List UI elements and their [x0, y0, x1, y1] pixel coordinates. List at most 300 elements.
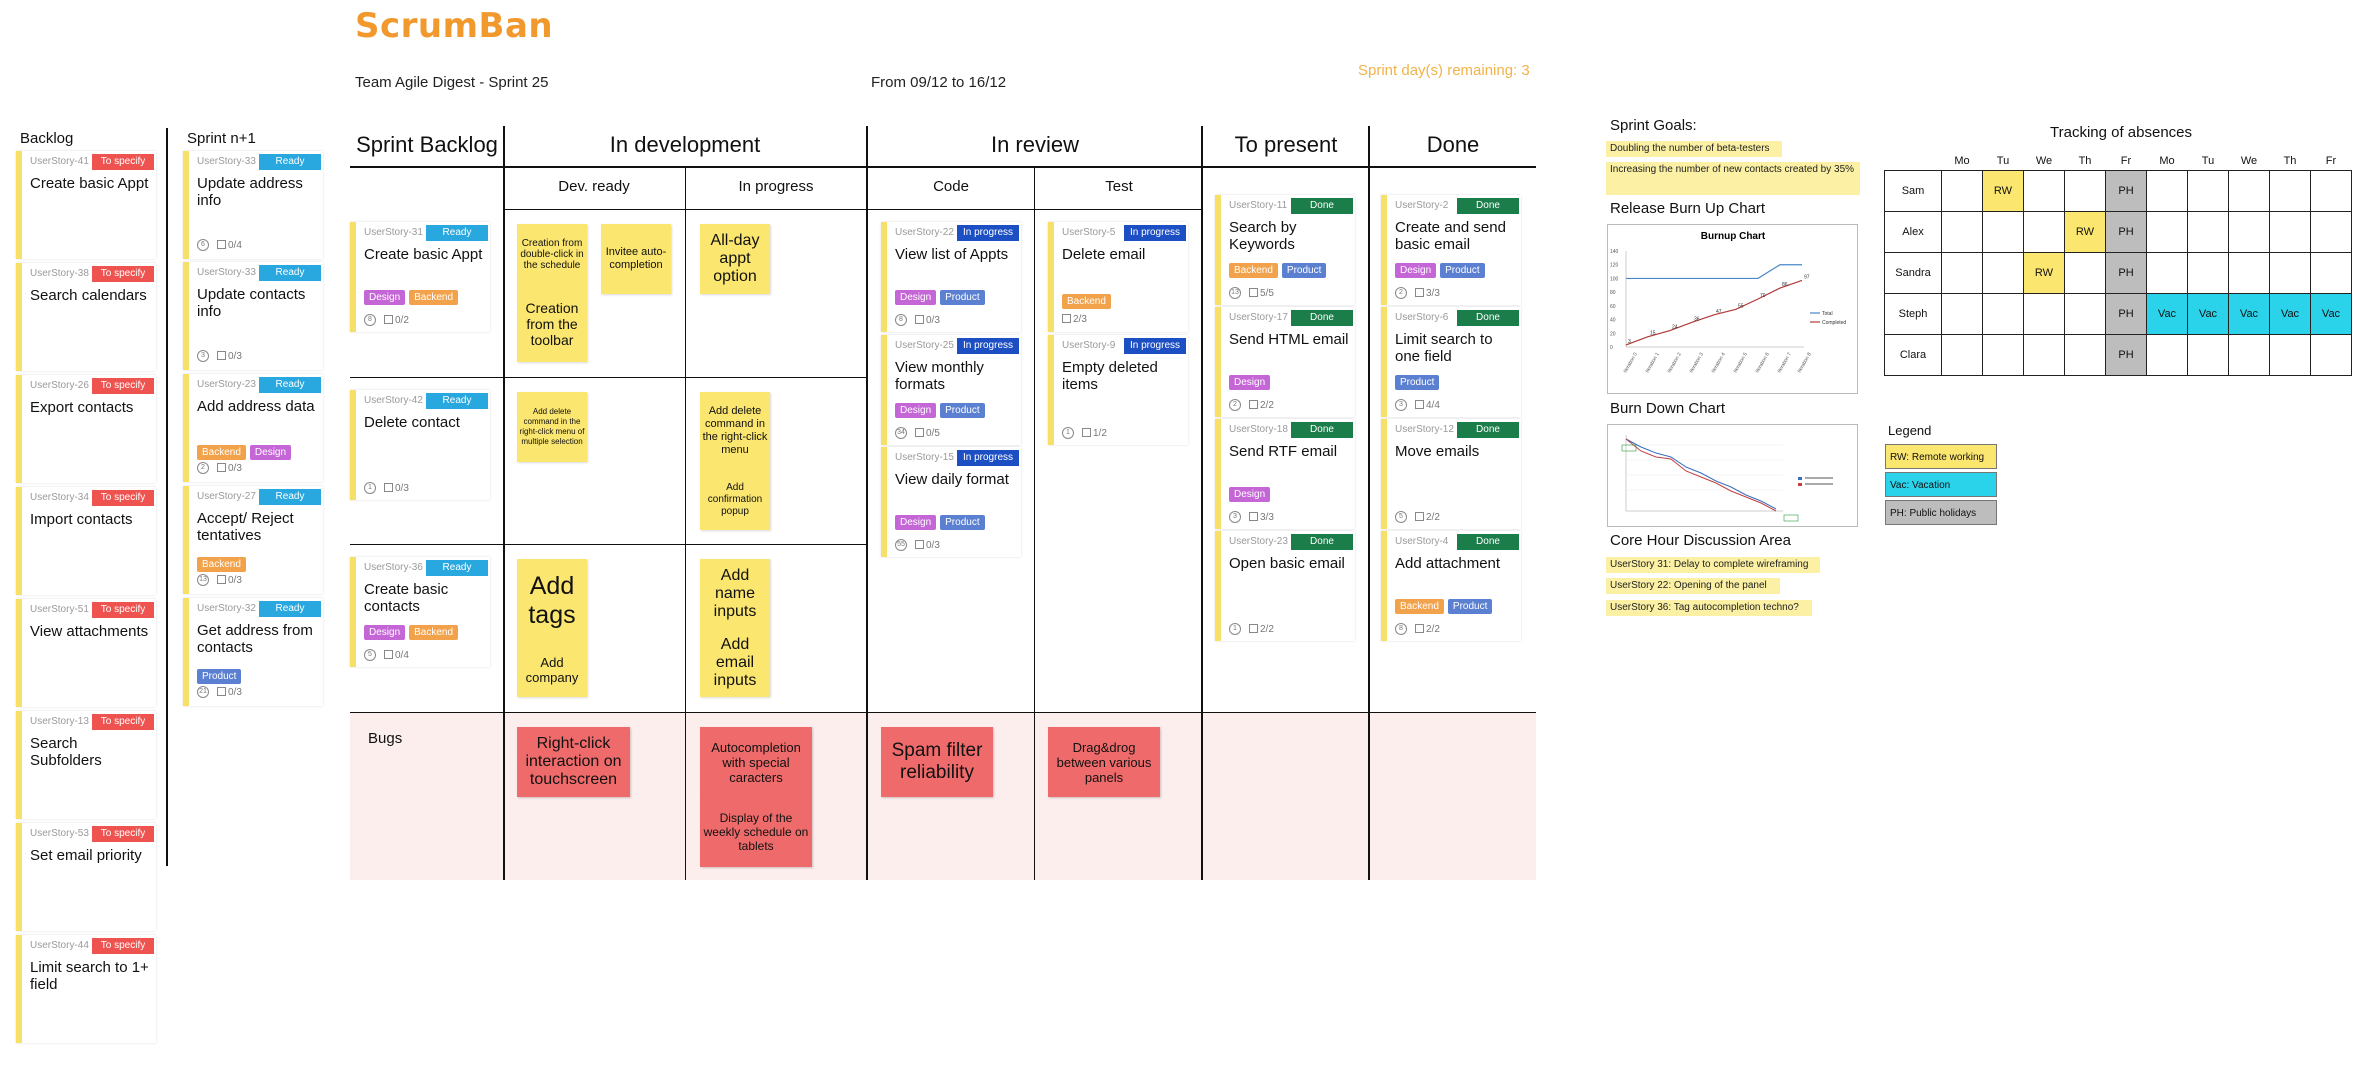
checkbox-icon [217, 351, 226, 360]
story-card[interactable] [16, 935, 156, 1043]
card-meta [364, 314, 409, 326]
story-id: UserStory-11 [1229, 200, 1288, 211]
story-card[interactable] [16, 711, 156, 819]
absence-cell[interactable] [1983, 211, 2024, 252]
sticky-text: Creation from double-click in the schedule [520, 238, 584, 272]
checklist-count [915, 315, 940, 326]
checklist-text: 2/3 [1073, 314, 1087, 325]
burndown-chart [1607, 424, 1858, 527]
absence-cell[interactable] [2229, 334, 2270, 375]
tag-list [1062, 294, 1111, 309]
checklist-text: 0/3 [228, 350, 242, 362]
sprint-days-remaining: Sprint day(s) remaining: 3 [1358, 62, 1530, 79]
tag-design: Design [364, 625, 405, 640]
person-name: Clara [1885, 334, 1942, 375]
card-meta [1229, 399, 1274, 411]
discussion-note[interactable]: UserStory 22: Opening of the panel [1606, 578, 1780, 594]
story-title: Send HTML email [1229, 331, 1349, 348]
absence-cell[interactable]: Vac [2188, 293, 2229, 334]
story-card[interactable] [183, 598, 323, 706]
story-id: UserStory-33 [197, 156, 256, 167]
status-badge: To specify [92, 378, 154, 394]
absence-cell[interactable] [2147, 211, 2188, 252]
tag-product: Product [1440, 263, 1484, 278]
absence-cell[interactable]: PH [2106, 293, 2147, 334]
absence-cell[interactable]: Vac [2229, 293, 2270, 334]
story-title: Delete contact [364, 414, 460, 431]
checklist-text: 0/3 [228, 686, 242, 698]
data-label: 15 [1650, 330, 1656, 337]
tag-design: Design [895, 403, 936, 418]
checkbox-icon [1249, 512, 1258, 521]
story-id: UserStory-33 [197, 267, 256, 278]
absence-cell[interactable] [2229, 170, 2270, 211]
story-id: UserStory-44 [30, 940, 89, 951]
tag-product: Product [940, 403, 984, 418]
status-badge: Ready [259, 601, 321, 617]
tag-design: Design [895, 515, 936, 530]
status-badge: To specify [92, 154, 154, 170]
tag-list [895, 515, 985, 530]
y-tick-label: 0 [1610, 345, 1613, 351]
status-badge: Done [1291, 198, 1353, 214]
absence-cell[interactable] [2188, 170, 2229, 211]
absence-cell[interactable] [2024, 293, 2065, 334]
day-header: Mo [1954, 154, 1970, 167]
checkbox-icon [915, 428, 924, 437]
core-hour-label: Core Hour Discussion Area [1610, 532, 1791, 549]
col-to-present: To present [1234, 132, 1338, 157]
status-badge: In progress [957, 225, 1019, 241]
checklist-text: 5/5 [1260, 287, 1274, 299]
story-title: Get address from contacts [197, 622, 313, 656]
card-meta [1395, 623, 1440, 635]
story-title: Create basic Appt [364, 246, 483, 263]
story-id: UserStory-53 [30, 828, 89, 839]
subcol-dev-ready: Dev. ready [558, 178, 630, 195]
story-title: Update contacts info [197, 286, 306, 320]
absences-corner [1885, 152, 1942, 170]
story-card[interactable] [16, 599, 156, 707]
absence-cell[interactable] [1983, 293, 2024, 334]
tag-backend: Backend [409, 290, 458, 305]
story-card[interactable] [183, 374, 323, 482]
status-badge: Done [1457, 198, 1519, 214]
story-card[interactable] [1215, 531, 1355, 641]
goal-note[interactable]: Doubling the number of beta-testers [1606, 141, 1782, 157]
goal-note[interactable]: Increasing the number of new contacts created by 35% [1606, 162, 1860, 195]
checklist-count [915, 540, 940, 551]
checkbox-icon [217, 575, 226, 584]
absence-cell[interactable] [1942, 252, 1983, 293]
tag-design: Design [1395, 263, 1436, 278]
absence-cell[interactable] [1983, 334, 2024, 375]
card-meta [895, 427, 940, 439]
absence-cell[interactable]: Vac [2311, 293, 2352, 334]
story-card[interactable] [183, 486, 323, 594]
story-card[interactable] [881, 447, 1021, 557]
checkbox-icon [1062, 314, 1071, 323]
discussion-note[interactable]: UserStory 31: Delay to complete wireframing [1606, 557, 1820, 573]
data-label: 47 [1716, 308, 1722, 315]
story-id: UserStory-5 [1062, 227, 1116, 238]
discussion-note[interactable]: UserStory 36: Tag autocompletion techno? [1606, 600, 1812, 616]
card-meta [197, 686, 242, 698]
checklist-count [1249, 624, 1274, 635]
absence-cell[interactable] [1942, 211, 1983, 252]
bug-text: Spam filter reliability [891, 740, 983, 783]
person-name: Sandra [1885, 252, 1942, 293]
story-title: Update address info [197, 175, 303, 209]
estimate-badge: 1 [364, 482, 376, 494]
status-badge: Done [1457, 310, 1519, 326]
story-card[interactable] [183, 151, 323, 259]
sticky-note[interactable] [601, 224, 671, 294]
absence-cell[interactable]: Vac [2270, 293, 2311, 334]
absence-cell[interactable]: RW [2024, 252, 2065, 293]
absence-cell[interactable] [2147, 252, 2188, 293]
sticky-note[interactable] [700, 559, 770, 697]
checklist-text: 4/4 [1426, 399, 1440, 411]
sprint-next-title: Sprint n+1 [187, 130, 256, 147]
status-badge: Ready [259, 265, 321, 281]
estimate-badge: 3 [1229, 511, 1241, 523]
burnup-label: Release Burn Up Chart [1610, 200, 1766, 217]
bug-text: Autocompletion with special caracters [711, 739, 801, 785]
checklist-text: 0/3 [228, 574, 242, 586]
absence-cell[interactable] [2065, 334, 2106, 375]
tag-product: Product [940, 515, 984, 530]
sprint-name: Team Agile Digest - Sprint 25 [355, 74, 549, 91]
checkbox-icon [1249, 400, 1258, 409]
status-badge: Done [1291, 534, 1353, 550]
data-label: 24 [1672, 324, 1678, 331]
absence-cell[interactable] [2188, 334, 2229, 375]
checkbox-icon [217, 240, 226, 249]
checklist-text: 0/3 [228, 462, 242, 474]
absence-cell[interactable] [1942, 334, 1983, 375]
absence-cell[interactable] [2188, 252, 2229, 293]
absence-cell[interactable] [2024, 211, 2065, 252]
tag-list [1395, 263, 1485, 278]
story-card[interactable] [183, 262, 323, 370]
absence-cell[interactable] [2229, 252, 2270, 293]
story-title: Open basic email [1229, 555, 1345, 572]
estimate-badge: 1 [1062, 427, 1074, 439]
day-header: Mo [2159, 154, 2175, 167]
bug-card[interactable] [881, 727, 993, 797]
sticky-text: Add delete command in the right-click menu [702, 404, 768, 456]
story-card[interactable] [1381, 419, 1521, 529]
absence-cell[interactable]: PH [2106, 334, 2147, 375]
story-title: Delete email [1062, 246, 1146, 263]
status-badge: Ready [426, 393, 488, 409]
svg-text:Iteration 1: Iteration 1 [1644, 351, 1661, 374]
absences-header-row [1885, 152, 2352, 170]
status-badge: To specify [92, 602, 154, 618]
tag-list [895, 403, 985, 418]
tag-product: Product [940, 290, 984, 305]
story-title: Limit search to one field [1395, 331, 1493, 365]
status-badge: Ready [259, 154, 321, 170]
absence-cell[interactable]: PH [2106, 252, 2147, 293]
story-card[interactable] [1381, 531, 1521, 641]
estimate-badge: 2 [1229, 399, 1241, 411]
estimate-badge: 34 [895, 427, 907, 439]
estimate-badge: 5 [364, 649, 376, 661]
checklist-count [1415, 400, 1440, 411]
checklist-count [217, 351, 242, 362]
story-id: UserStory-41 [30, 156, 89, 167]
checkbox-icon [217, 463, 226, 472]
status-badge: Ready [259, 377, 321, 393]
story-title: Accept/ Reject tentatives [197, 510, 294, 544]
absence-cell[interactable] [2270, 211, 2311, 252]
burndown-label: Burn Down Chart [1610, 400, 1726, 417]
svg-text:Iteration 8: Iteration 8 [1796, 351, 1813, 374]
tag-design: Design [250, 445, 291, 460]
card-meta [364, 482, 409, 494]
story-title: Search by Keywords [1229, 219, 1297, 253]
legend-remote: RW: Remote working [1885, 444, 1997, 469]
card-meta [197, 239, 242, 251]
absence-cell[interactable] [2229, 211, 2270, 252]
story-id: UserStory-12 [1395, 424, 1454, 435]
app-title: ScrumBan [355, 6, 554, 46]
story-card[interactable] [350, 390, 490, 500]
story-card[interactable] [1381, 307, 1521, 417]
story-card[interactable] [1381, 195, 1521, 305]
data-label: 36 [1694, 316, 1700, 323]
story-card[interactable] [350, 557, 490, 667]
status-badge: Done [1457, 422, 1519, 438]
col-sprint-backlog: Sprint Backlog [356, 132, 498, 157]
card-meta [1229, 511, 1274, 523]
story-title: Limit search to 1+ field [30, 959, 149, 993]
absence-cell[interactable] [2024, 170, 2065, 211]
absence-cell[interactable]: RW [2065, 211, 2106, 252]
story-card[interactable] [1215, 419, 1355, 529]
absence-cell[interactable] [2311, 170, 2352, 211]
sprint-dates: From 09/12 to 16/12 [871, 74, 1007, 91]
checklist-count [217, 240, 242, 251]
checkbox-icon [384, 483, 393, 492]
absence-cell[interactable] [2147, 170, 2188, 211]
checkbox-icon [384, 650, 393, 659]
y-tick-label: 80 [1610, 290, 1616, 297]
day-header: We [2240, 154, 2258, 167]
estimate-badge: 6 [197, 239, 209, 251]
absence-cell[interactable] [2147, 334, 2188, 375]
checklist-count [1249, 512, 1274, 523]
absence-cell[interactable] [1942, 293, 1983, 334]
svg-text:Iteration 2: Iteration 2 [1666, 351, 1683, 374]
burnup-legend-total: Total [1822, 311, 1833, 317]
story-title: Empty deleted items [1062, 359, 1158, 393]
story-card[interactable] [1048, 335, 1188, 445]
checkbox-icon [217, 687, 226, 696]
burnup-legend-completed: Completed [1822, 320, 1847, 326]
bug-text: Right-click interaction on touchscreen [525, 735, 622, 788]
story-id: UserStory-4 [1395, 536, 1449, 547]
absences-table [1884, 152, 2352, 376]
y-tick-label: 40 [1610, 317, 1616, 324]
checklist-text: 2/2 [1426, 623, 1440, 635]
story-id: UserStory-13 [30, 716, 89, 727]
absence-row [1885, 170, 2352, 211]
estimate-badge: 2 [197, 462, 209, 474]
checkbox-icon [915, 315, 924, 324]
absence-cell[interactable] [2270, 252, 2311, 293]
sticky-note[interactable] [517, 224, 587, 362]
checklist-count [384, 483, 409, 494]
story-card[interactable] [881, 222, 1021, 332]
sprint-goals-title: Sprint Goals: [1610, 117, 1697, 134]
status-badge: In progress [1124, 338, 1186, 354]
burnup-chart-title: Burnup Chart [1700, 231, 1766, 242]
checkbox-icon [1415, 512, 1424, 521]
checkbox-icon [1415, 400, 1424, 409]
card-meta [1395, 287, 1440, 299]
status-badge: In progress [957, 450, 1019, 466]
absence-cell[interactable] [2311, 334, 2352, 375]
day-header: Th [2078, 154, 2092, 167]
absence-cell[interactable]: PH [2106, 170, 2147, 211]
bug-text: Display of the weekly schedule on tablets [703, 811, 809, 853]
checkbox-icon [1415, 624, 1424, 633]
story-title: View monthly formats [895, 359, 984, 393]
story-id: UserStory-15 [895, 452, 954, 463]
sticky-text: Creation from the toolbar [525, 299, 579, 348]
burnup-chart [1607, 224, 1858, 394]
story-title: Move emails [1395, 443, 1480, 460]
checklist-count [1082, 428, 1107, 439]
tag-design: Design [1229, 487, 1270, 502]
absence-cell[interactable] [2024, 334, 2065, 375]
subcol-test: Test [1105, 178, 1133, 195]
story-title: Add attachment [1395, 555, 1501, 572]
story-card[interactable] [881, 335, 1021, 445]
absence-row [1885, 293, 2352, 334]
checklist-text: 2/2 [1260, 623, 1274, 635]
checklist-count [915, 428, 940, 439]
absence-row [1885, 334, 2352, 375]
absence-cell[interactable] [2270, 334, 2311, 375]
card-meta [197, 462, 242, 474]
absence-cell[interactable] [1983, 252, 2024, 293]
status-badge: Ready [426, 225, 488, 241]
absence-cell[interactable] [2065, 293, 2106, 334]
card-meta [1229, 287, 1274, 299]
story-card[interactable] [1215, 195, 1355, 305]
day-header: Tu [1996, 154, 2010, 167]
story-id: UserStory-18 [1229, 424, 1288, 435]
estimate-badge: 3 [1395, 399, 1407, 411]
absence-cell[interactable]: Vac [2147, 293, 2188, 334]
bug-card[interactable] [517, 727, 630, 797]
bug-card[interactable] [1048, 727, 1160, 797]
sticky-text: Add name inputs [713, 566, 757, 620]
data-label: 86 [1782, 282, 1788, 289]
story-card[interactable] [16, 487, 156, 595]
absence-cell[interactable]: PH [2106, 211, 2147, 252]
absence-cell[interactable] [2270, 170, 2311, 211]
absence-cell[interactable]: RW [1983, 170, 2024, 211]
y-tick-label: 100 [1610, 276, 1619, 283]
checkbox-icon [1249, 624, 1258, 633]
absence-cell[interactable] [2065, 252, 2106, 293]
y-tick-label: 60 [1610, 303, 1616, 310]
sticky-note[interactable] [517, 559, 587, 697]
y-tick-label: 140 [1610, 249, 1619, 255]
checklist-text: 1/2 [1093, 427, 1107, 439]
status-badge: Ready [259, 489, 321, 505]
status-badge: To specify [92, 490, 154, 506]
svg-text:Iteration 5: Iteration 5 [1732, 351, 1749, 374]
checklist-text: 0/4 [395, 649, 409, 661]
checklist-text: 0/5 [926, 427, 940, 439]
absence-cell[interactable] [1942, 170, 1983, 211]
checkbox-icon [1249, 288, 1258, 297]
tag-backend: Backend [197, 557, 246, 572]
checklist-text: 2/2 [1426, 511, 1440, 523]
story-card[interactable] [1215, 307, 1355, 417]
bug-card[interactable] [700, 797, 812, 867]
story-title: Search calendars [30, 287, 147, 304]
story-card[interactable] [16, 375, 156, 483]
estimate-badge: 8 [364, 314, 376, 326]
subcol-in-progress: In progress [738, 178, 814, 195]
story-card[interactable] [16, 151, 156, 259]
tag-list [1229, 487, 1270, 502]
estimate-badge: 13 [1229, 287, 1241, 299]
tag-backend: Backend [409, 625, 458, 640]
story-title: Add address data [197, 398, 315, 415]
checklist-count [384, 315, 409, 326]
estimate-badge: 21 [197, 686, 209, 698]
absence-cell[interactable] [2065, 170, 2106, 211]
checklist-text: 3/3 [1426, 287, 1440, 299]
absence-cell[interactable] [2311, 252, 2352, 293]
absence-cell[interactable] [2188, 211, 2229, 252]
checklist-count [217, 575, 242, 586]
checklist-count [1062, 314, 1087, 325]
story-title: View daily format [895, 471, 1009, 488]
story-card[interactable] [16, 263, 156, 371]
tag-list [1229, 375, 1270, 390]
data-label: 3 [1628, 338, 1631, 345]
day-header: Fr [2120, 154, 2132, 167]
story-card[interactable] [350, 222, 490, 332]
absence-cell[interactable] [2311, 211, 2352, 252]
sticky-note[interactable] [700, 224, 770, 294]
status-badge: To specify [92, 714, 154, 730]
tag-design: Design [895, 290, 936, 305]
story-id: UserStory-23 [1229, 536, 1288, 547]
story-id: UserStory-9 [1062, 340, 1116, 351]
card-meta [1062, 314, 1087, 325]
story-title: Create and send basic email [1395, 219, 1506, 253]
sticky-note[interactable] [700, 392, 770, 530]
story-card[interactable] [1048, 222, 1188, 332]
story-id: UserStory-6 [1395, 312, 1449, 323]
tag-backend: Backend [1229, 263, 1278, 278]
checklist-text: 0/2 [395, 314, 409, 326]
sticky-note[interactable] [517, 392, 587, 462]
bug-card[interactable] [700, 727, 812, 797]
day-header: Th [2283, 154, 2297, 167]
story-card[interactable] [16, 823, 156, 931]
